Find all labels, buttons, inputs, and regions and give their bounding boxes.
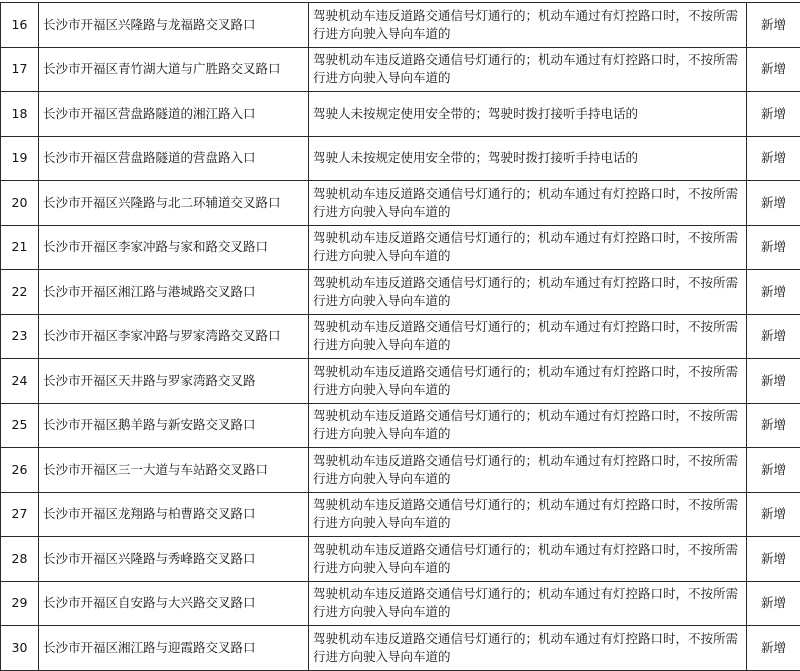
violation-text: 驾驶机动车违反道路交通信号灯通行的；机动车通过有灯控路口时，不按所需行进方向驶入导向车道的	[313, 363, 742, 399]
location-text: 长沙市开福区营盘路隧道的湘江路入口	[43, 105, 304, 123]
violation-cell	[309, 314, 747, 359]
table-row	[1, 270, 800, 315]
status-cell: 新增	[747, 492, 800, 537]
row-number: 23	[1, 314, 39, 359]
violation-cell	[309, 359, 747, 404]
violation-text: 驾驶机动车违反道路交通信号灯通行的；机动车通过有灯控路口时，不按所需行进方向驶入导向车道的	[313, 318, 742, 354]
location-text: 长沙市开福区兴隆路与秀峰路交叉路口	[43, 550, 304, 568]
location-text: 长沙市开福区李家冲路与罗家湾路交叉路口	[43, 327, 304, 345]
status-cell: 新增	[747, 314, 800, 359]
table-body	[1, 3, 800, 671]
location-text: 长沙市开福区湘江路与港城路交叉路口	[43, 283, 304, 301]
location-text: 长沙市开福区鹅羊路与新安路交叉路口	[43, 416, 304, 434]
location-text: 长沙市开福区青竹湖大道与广胜路交叉路口	[43, 60, 304, 78]
row-number: 27	[1, 492, 39, 537]
row-number: 28	[1, 537, 39, 582]
violation-text: 驾驶机动车违反道路交通信号灯通行的；机动车通过有灯控路口时，不按所需行进方向驶入导向车道的	[313, 185, 742, 221]
location-cell	[39, 448, 309, 493]
table-row	[1, 537, 800, 582]
violation-text: 驾驶机动车违反道路交通信号灯通行的；机动车通过有灯控路口时，不按所需行进方向驶入导向车道的	[313, 585, 742, 621]
table-row	[1, 3, 800, 48]
location-text: 长沙市开福区龙翔路与柏曹路交叉路口	[43, 505, 304, 523]
status-cell: 新增	[747, 225, 800, 270]
row-number: 30	[1, 626, 39, 671]
location-text: 长沙市开福区兴隆路与龙福路交叉路口	[43, 16, 304, 34]
location-cell	[39, 537, 309, 582]
violation-cell	[309, 581, 747, 626]
table-row	[1, 92, 800, 137]
table-row	[1, 403, 800, 448]
table-row	[1, 359, 800, 404]
status-cell: 新增	[747, 403, 800, 448]
violation-table	[0, 2, 800, 671]
violation-text: 驾驶机动车违反道路交通信号灯通行的；机动车通过有灯控路口时，不按所需行进方向驶入导向车道的	[313, 630, 742, 666]
status-cell: 新增	[747, 626, 800, 671]
location-cell	[39, 136, 309, 181]
table-row	[1, 448, 800, 493]
location-text: 长沙市开福区天井路与罗家湾路交叉路	[43, 372, 304, 390]
status-cell: 新增	[747, 359, 800, 404]
location-cell	[39, 270, 309, 315]
violation-text: 驾驶机动车违反道路交通信号灯通行的；机动车通过有灯控路口时，不按所需行进方向驶入导向车道的	[313, 51, 742, 87]
location-cell	[39, 3, 309, 48]
table-row	[1, 47, 800, 92]
table-row	[1, 626, 800, 671]
violation-text: 驾驶机动车违反道路交通信号灯通行的；机动车通过有灯控路口时，不按所需行进方向驶入导向车道的	[313, 452, 742, 488]
violation-text: 驾驶人未按规定使用安全带的；驾驶时拨打接听手持电话的	[313, 149, 742, 167]
violation-cell	[309, 181, 747, 226]
location-cell	[39, 403, 309, 448]
status-cell: 新增	[747, 92, 800, 137]
violation-cell	[309, 3, 747, 48]
violation-text: 驾驶机动车违反道路交通信号灯通行的；机动车通过有灯控路口时，不按所需行进方向驶入导向车道的	[313, 274, 742, 310]
row-number: 25	[1, 403, 39, 448]
row-number: 26	[1, 448, 39, 493]
row-number: 18	[1, 92, 39, 137]
status-cell: 新增	[747, 3, 800, 48]
location-text: 长沙市开福区湘江路与迎霞路交叉路口	[43, 639, 304, 657]
location-text: 长沙市开福区三一大道与车站路交叉路口	[43, 461, 304, 479]
row-number: 20	[1, 181, 39, 226]
location-text: 长沙市开福区营盘路隧道的营盘路入口	[43, 149, 304, 167]
status-cell: 新增	[747, 270, 800, 315]
location-cell	[39, 314, 309, 359]
location-text: 长沙市开福区兴隆路与北二环辅道交叉路口	[43, 194, 304, 212]
status-cell: 新增	[747, 181, 800, 226]
location-cell	[39, 181, 309, 226]
location-cell	[39, 626, 309, 671]
row-number: 24	[1, 359, 39, 404]
violation-cell	[309, 47, 747, 92]
location-cell	[39, 359, 309, 404]
status-cell: 新增	[747, 47, 800, 92]
violation-cell	[309, 270, 747, 315]
violation-cell	[309, 225, 747, 270]
status-cell: 新增	[747, 581, 800, 626]
location-cell	[39, 581, 309, 626]
status-cell: 新增	[747, 136, 800, 181]
row-number: 29	[1, 581, 39, 626]
table-row	[1, 314, 800, 359]
table-row	[1, 581, 800, 626]
table-row	[1, 225, 800, 270]
violation-cell	[309, 403, 747, 448]
violation-cell	[309, 136, 747, 181]
violation-text: 驾驶机动车违反道路交通信号灯通行的；机动车通过有灯控路口时，不按所需行进方向驶入导向车道的	[313, 7, 742, 43]
row-number: 21	[1, 225, 39, 270]
location-text: 长沙市开福区自安路与大兴路交叉路口	[43, 594, 304, 612]
violation-text: 驾驶机动车违反道路交通信号灯通行的；机动车通过有灯控路口时，不按所需行进方向驶入导向车道的	[313, 496, 742, 532]
row-number: 19	[1, 136, 39, 181]
violation-cell	[309, 626, 747, 671]
status-cell: 新增	[747, 537, 800, 582]
violation-text: 驾驶人未按规定使用安全带的；驾驶时拨打接听手持电话的	[313, 105, 742, 123]
violation-cell	[309, 492, 747, 537]
violation-cell	[309, 92, 747, 137]
violation-text: 驾驶机动车违反道路交通信号灯通行的；机动车通过有灯控路口时，不按所需行进方向驶入导向车道的	[313, 407, 742, 443]
violation-cell	[309, 448, 747, 493]
row-number: 17	[1, 47, 39, 92]
location-text: 长沙市开福区李家冲路与家和路交叉路口	[43, 238, 304, 256]
row-number: 16	[1, 3, 39, 48]
table-row	[1, 181, 800, 226]
table-row	[1, 492, 800, 537]
status-cell: 新增	[747, 448, 800, 493]
row-number: 22	[1, 270, 39, 315]
violation-text: 驾驶机动车违反道路交通信号灯通行的；机动车通过有灯控路口时，不按所需行进方向驶入导向车道的	[313, 541, 742, 577]
location-cell	[39, 225, 309, 270]
location-cell	[39, 92, 309, 137]
location-cell	[39, 492, 309, 537]
violation-text: 驾驶机动车违反道路交通信号灯通行的；机动车通过有灯控路口时，不按所需行进方向驶入导向车道的	[313, 229, 742, 265]
violation-cell	[309, 537, 747, 582]
location-cell	[39, 47, 309, 92]
table-row	[1, 136, 800, 181]
